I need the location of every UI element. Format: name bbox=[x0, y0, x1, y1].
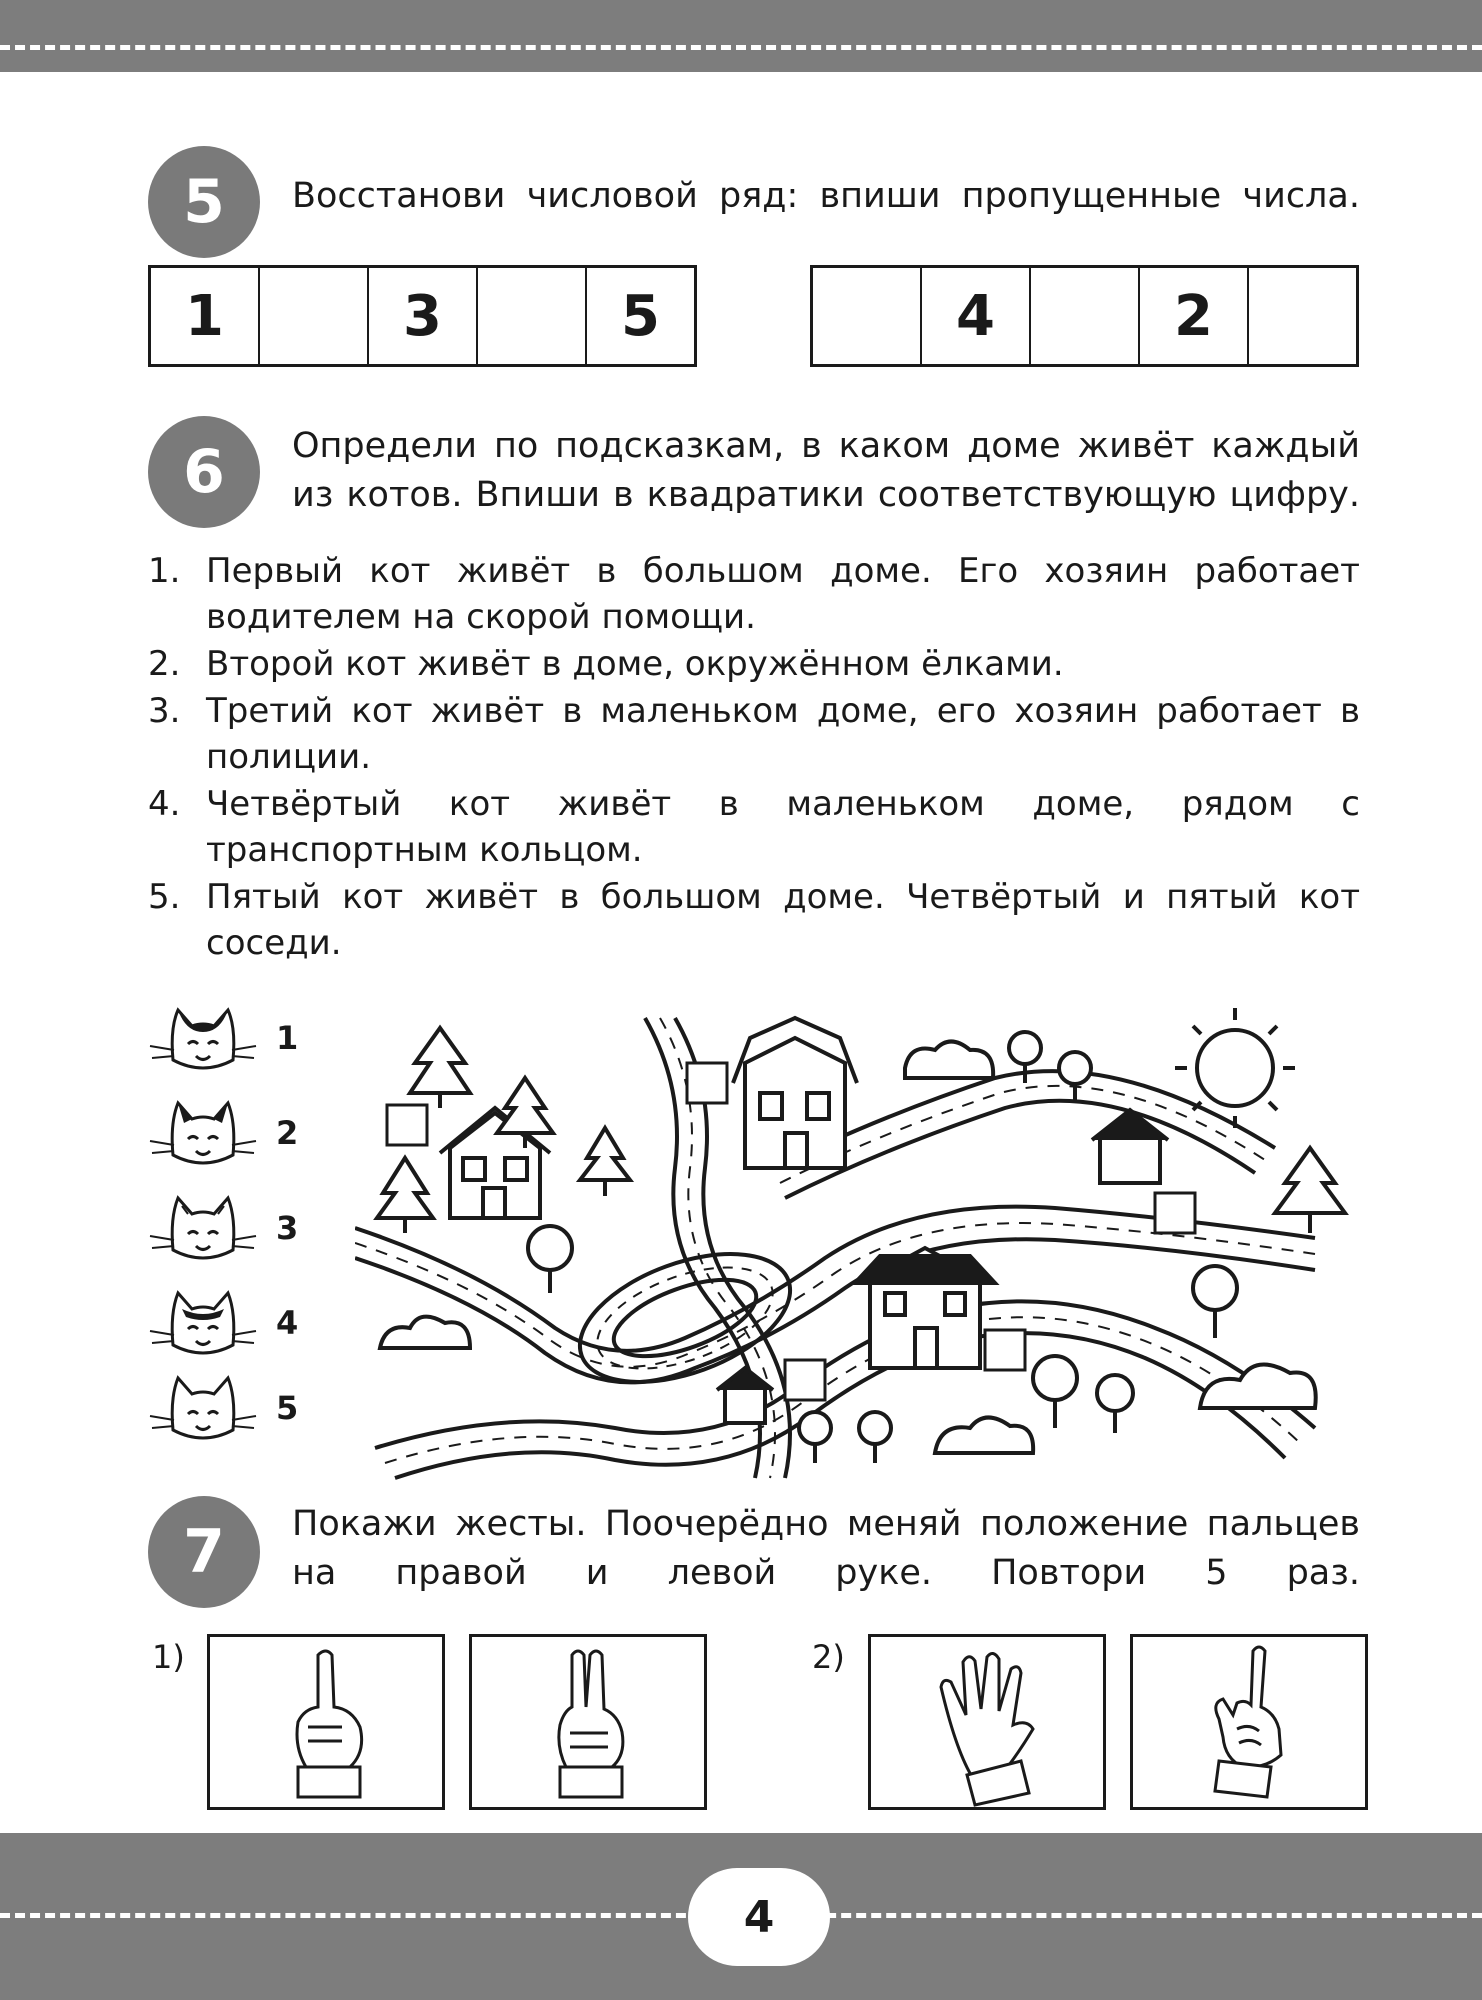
clue-text: Первый кот живёт в большом доме. Его хозяин работает водителем на скорой помощи. bbox=[206, 551, 1360, 637]
page-number: 4 bbox=[688, 1868, 830, 1966]
hand-two-fingers-icon bbox=[472, 1637, 704, 1807]
gesture-card bbox=[868, 1634, 1106, 1810]
cat-face-icon bbox=[148, 1368, 258, 1448]
number-cell: 2 bbox=[1140, 268, 1249, 364]
number-cell: 1 bbox=[151, 268, 260, 364]
top-dashed-line bbox=[0, 45, 1482, 50]
town-map-illustration bbox=[355, 1008, 1365, 1488]
gesture-card bbox=[207, 1634, 445, 1810]
number-cell-empty[interactable] bbox=[478, 268, 587, 364]
cat-legend-item bbox=[148, 1283, 298, 1363]
task-6-badge: 6 bbox=[148, 416, 260, 528]
gesture-card bbox=[1130, 1634, 1368, 1810]
number-cell-empty[interactable] bbox=[260, 268, 369, 364]
cat-number: 4 bbox=[276, 1304, 299, 1342]
cat-face-icon bbox=[148, 1188, 258, 1268]
list-item bbox=[148, 548, 1360, 640]
task-7-text: Покажи жесты. Поочерёдно меняй положение пальцев на правой и левой руке. Повтори 5 раз. bbox=[292, 1504, 1360, 1593]
hand-one-finger-icon bbox=[210, 1637, 442, 1807]
number-row-right bbox=[810, 265, 1359, 367]
cat-legend-item bbox=[148, 998, 298, 1078]
cat-face-icon bbox=[148, 998, 258, 1078]
number-cell-empty[interactable] bbox=[1249, 268, 1356, 364]
clue-text: Второй кот живёт в доме, окружённом ёлками. bbox=[206, 644, 1064, 684]
number-cell-empty[interactable] bbox=[813, 268, 922, 364]
cat-number: 1 bbox=[276, 1019, 299, 1057]
cat-number: 3 bbox=[276, 1209, 299, 1247]
list-item bbox=[148, 781, 1360, 873]
hand-open-palm-icon bbox=[871, 1637, 1103, 1807]
cat-face-icon bbox=[148, 1283, 258, 1363]
clue-text: Пятый кот живёт в большом доме. Четвёртый и пятый кот соседи. bbox=[206, 877, 1360, 963]
clue-number: 5. bbox=[148, 877, 181, 917]
number-cell: 3 bbox=[369, 268, 478, 364]
cat-legend-item bbox=[148, 1188, 298, 1268]
clue-number: 1. bbox=[148, 551, 181, 591]
gesture-card bbox=[469, 1634, 707, 1810]
number-row-left bbox=[148, 265, 697, 367]
clue-list bbox=[148, 548, 1360, 967]
number-cell-empty[interactable] bbox=[1031, 268, 1140, 364]
task-5-text: Восстанови числовой ряд: впиши пропущенные числа. bbox=[292, 176, 1360, 216]
list-item bbox=[148, 874, 1360, 966]
list-item bbox=[148, 641, 1360, 687]
clue-number: 4. bbox=[148, 784, 181, 824]
list-item bbox=[148, 688, 1360, 780]
hand-pointing-up-icon bbox=[1133, 1637, 1365, 1807]
gesture-group-2-label: 2) bbox=[812, 1638, 845, 1676]
task-6-text: Определи по подсказкам, в каком доме живёт каждый из котов. Впиши в квадратики соответствующую цифру. bbox=[292, 426, 1360, 515]
clue-number: 3. bbox=[148, 691, 181, 731]
cat-legend-item bbox=[148, 1093, 298, 1173]
clue-text: Четвёртый кот живёт в маленьком доме, рядом с транспортным кольцом. bbox=[206, 784, 1360, 870]
number-cell: 5 bbox=[621, 283, 660, 349]
clue-text: Третий кот живёт в маленьком доме, его хозяин работает в полиции. bbox=[206, 691, 1360, 777]
top-band bbox=[0, 0, 1482, 72]
number-cell: 4 bbox=[922, 268, 1031, 364]
task-7-badge: 7 bbox=[148, 1496, 260, 1608]
cat-number: 5 bbox=[276, 1389, 299, 1427]
cat-face-icon bbox=[148, 1093, 258, 1173]
cat-legend-item bbox=[148, 1368, 298, 1448]
gesture-group-1-label: 1) bbox=[152, 1638, 185, 1676]
cat-number: 2 bbox=[276, 1114, 299, 1152]
task-5-badge: 5 bbox=[148, 146, 260, 258]
clue-number: 2. bbox=[148, 644, 181, 684]
